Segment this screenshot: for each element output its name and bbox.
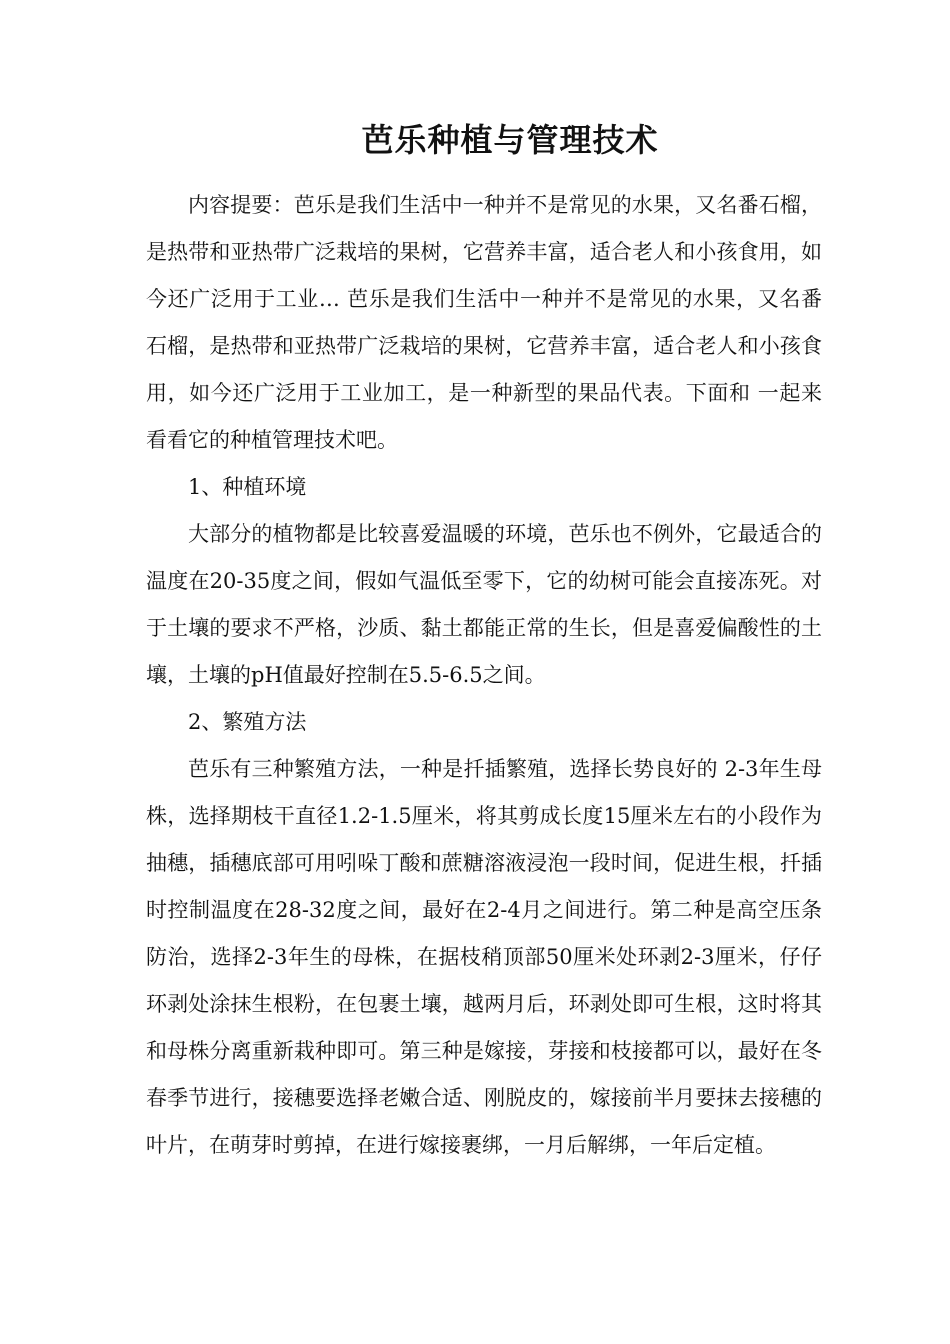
document-body [146,182,822,1169]
section-heading-propagation: 2、繁殖方法 [188,710,307,734]
section-heading-environment: 1、种植环境 [188,475,307,499]
summary-paragraph: 内容提要：芭乐是我们生活中一种并不是常见的水果，又名番石榴，是热带和亚热带广泛栽培的果树，它营养丰富，适合老人和小孩食用，如今还广泛用于工业… 芭乐是我们生活中一种并不是常见的水果，又名番石榴，是热带和亚热带广泛栽培的果树，它营养丰富，适合老人和小孩食用，如今还广泛用于工业加工，是一种新型的果品代表。下面和 一起来看看它的种植管理技术吧。 [146,193,822,452]
section-text-propagation: 芭乐有三种繁殖方法，一种是扦插繁殖，选择长势良好的 2-3年生母株，选择期枝干直径1.2-1.5厘米，将其剪成长度15厘米左右的小段作为抽穗，插穗底部可用吲哚丁酸和蔗糖溶液浸泡一段时间，促进生根，扦插时控制温度在28-32度之间，最好在2-4月之间进行。第二种是高空压条防治，选择2-3年生的母株，在据枝稍顶部50厘米处环剥2-3厘米，仔仔环剥处涂抹生根粉，在包裹土壤，越两月后，环剥处即可生根，这时将其和母株分离重新栽种即可。第三种是嫁接，芽接和枝接都可以，最好在冬春季节进行，接穗要选择老嫩合适、刚脱皮的，嫁接前半月要抹去接穗的叶片，在萌芽时剪掉，在进行嫁接裹绑，一月后解绑，一年后定植。 [146,757,822,1157]
document-title: 芭乐种植与管理技术 [361,121,659,159]
section-text-environment: 大部分的植物都是比较喜爱温暖的环境，芭乐也不例外，它最适合的温度在20-35度之间，假如气温低至零下，它的幼树可能会直接冻死。对于土壤的要求不严格，沙质、黏土都能正常的生长，但是喜爱偏酸性的土壤，土壤的pH值最好控制在5.5-6.5之间。 [146,522,822,687]
